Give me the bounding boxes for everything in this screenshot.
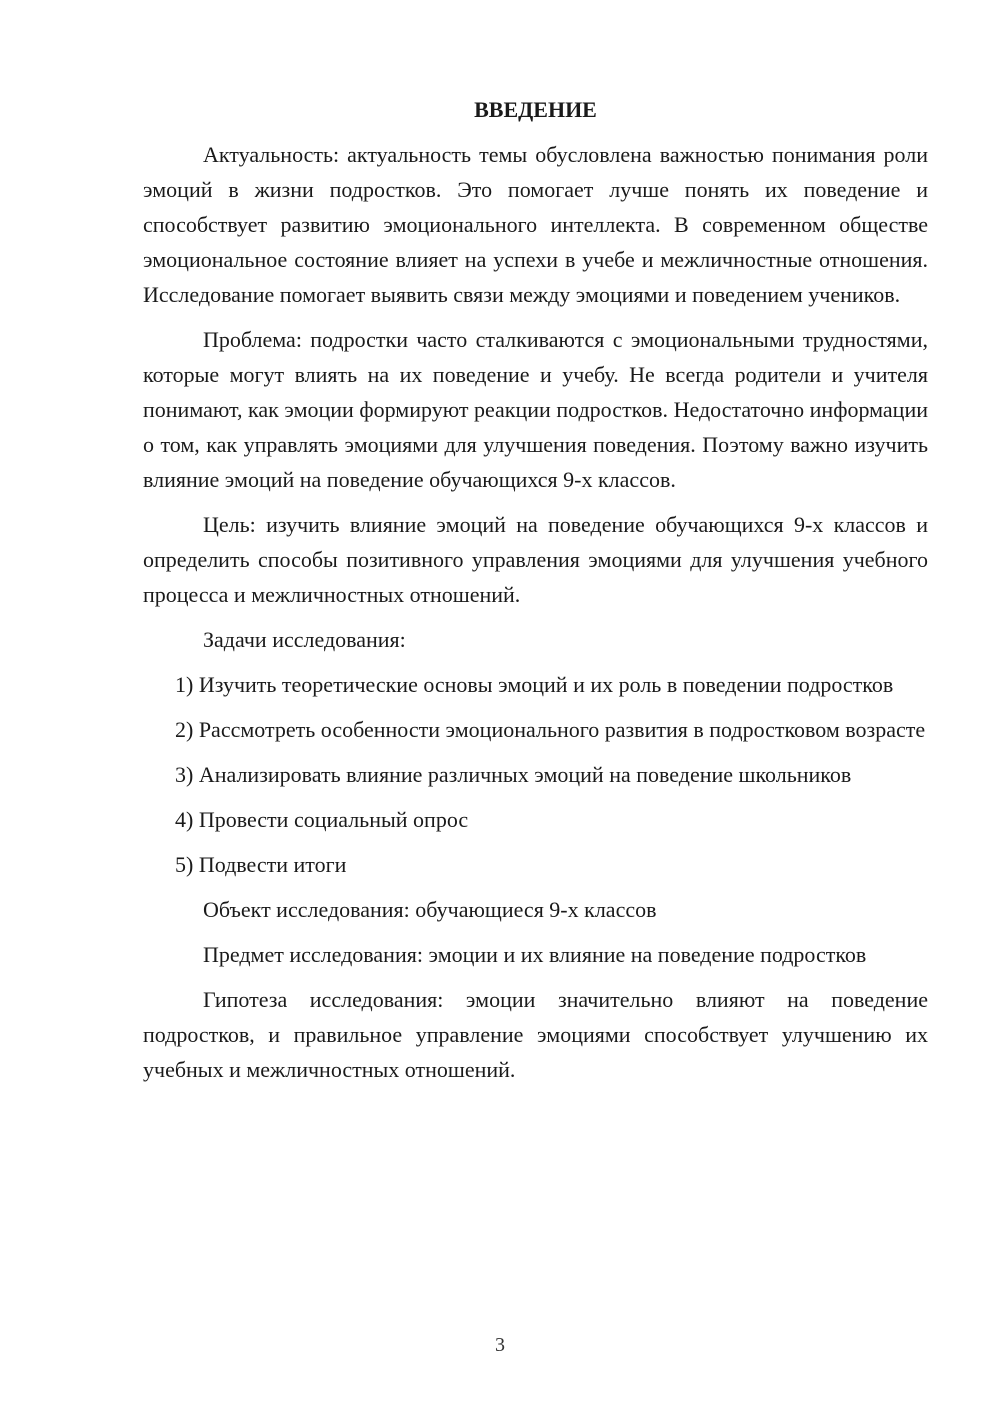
problem-paragraph: Проблема: подростки часто сталкиваются с эмоциональными трудностями, которые могут влиять на их поведение и учебу. Не всегда родители и учителя понимают, как эмоции формируют реакции подростков. Недостаточно информации о том, как управлять эмоциями для улучшения поведения. Поэтому важно изучить влияние эмоций на поведение обучающихся 9-х классов. bbox=[143, 327, 928, 492]
task-item-3: 3) Анализировать влияние различных эмоций на поведение школьников bbox=[175, 762, 852, 787]
task-item-4: 4) Провести социальный опрос bbox=[175, 807, 469, 832]
page-number: 3 bbox=[495, 1334, 505, 1356]
task-item-1: 1) Изучить теоретические основы эмоций и их роль в поведении подростков bbox=[175, 672, 894, 697]
relevance-paragraph: Актуальность: актуальность темы обусловлена важностью понимания роли эмоций в жизни подростков. Это помогает лучше понять их поведение и способствует развитию эмоционального интеллекта. В современном обществе эмоциональное состояние влияет на успехи в учебе и межличностные отношения. Исследование помогает выявить связи между эмоциями и поведением учеников. bbox=[143, 142, 928, 307]
object-paragraph: Объект исследования: обучающиеся 9-х классов bbox=[203, 897, 657, 922]
section-title: ВВЕДЕНИЕ bbox=[474, 97, 597, 122]
task-item-2: 2) Рассмотреть особенности эмоционального развития в подростковом возрасте bbox=[175, 717, 926, 742]
hypothesis-paragraph: Гипотеза исследования: эмоции значительно влияют на поведение подростков, и правильное управление эмоциями способствует улучшению их учебных и межличностных отношений. bbox=[143, 987, 928, 1082]
page-content bbox=[143, 92, 928, 1097]
goal-paragraph: Цель: изучить влияние эмоций на поведение обучающихся 9-х классов и определить способы позитивного управления эмоциями для улучшения учебного процесса и межличностных отношений. bbox=[143, 512, 928, 607]
task-item-5: 5) Подвести итоги bbox=[175, 852, 347, 877]
tasks-heading: Задачи исследования: bbox=[203, 627, 406, 652]
subject-paragraph: Предмет исследования: эмоции и их влияние на поведение подростков bbox=[203, 942, 867, 967]
